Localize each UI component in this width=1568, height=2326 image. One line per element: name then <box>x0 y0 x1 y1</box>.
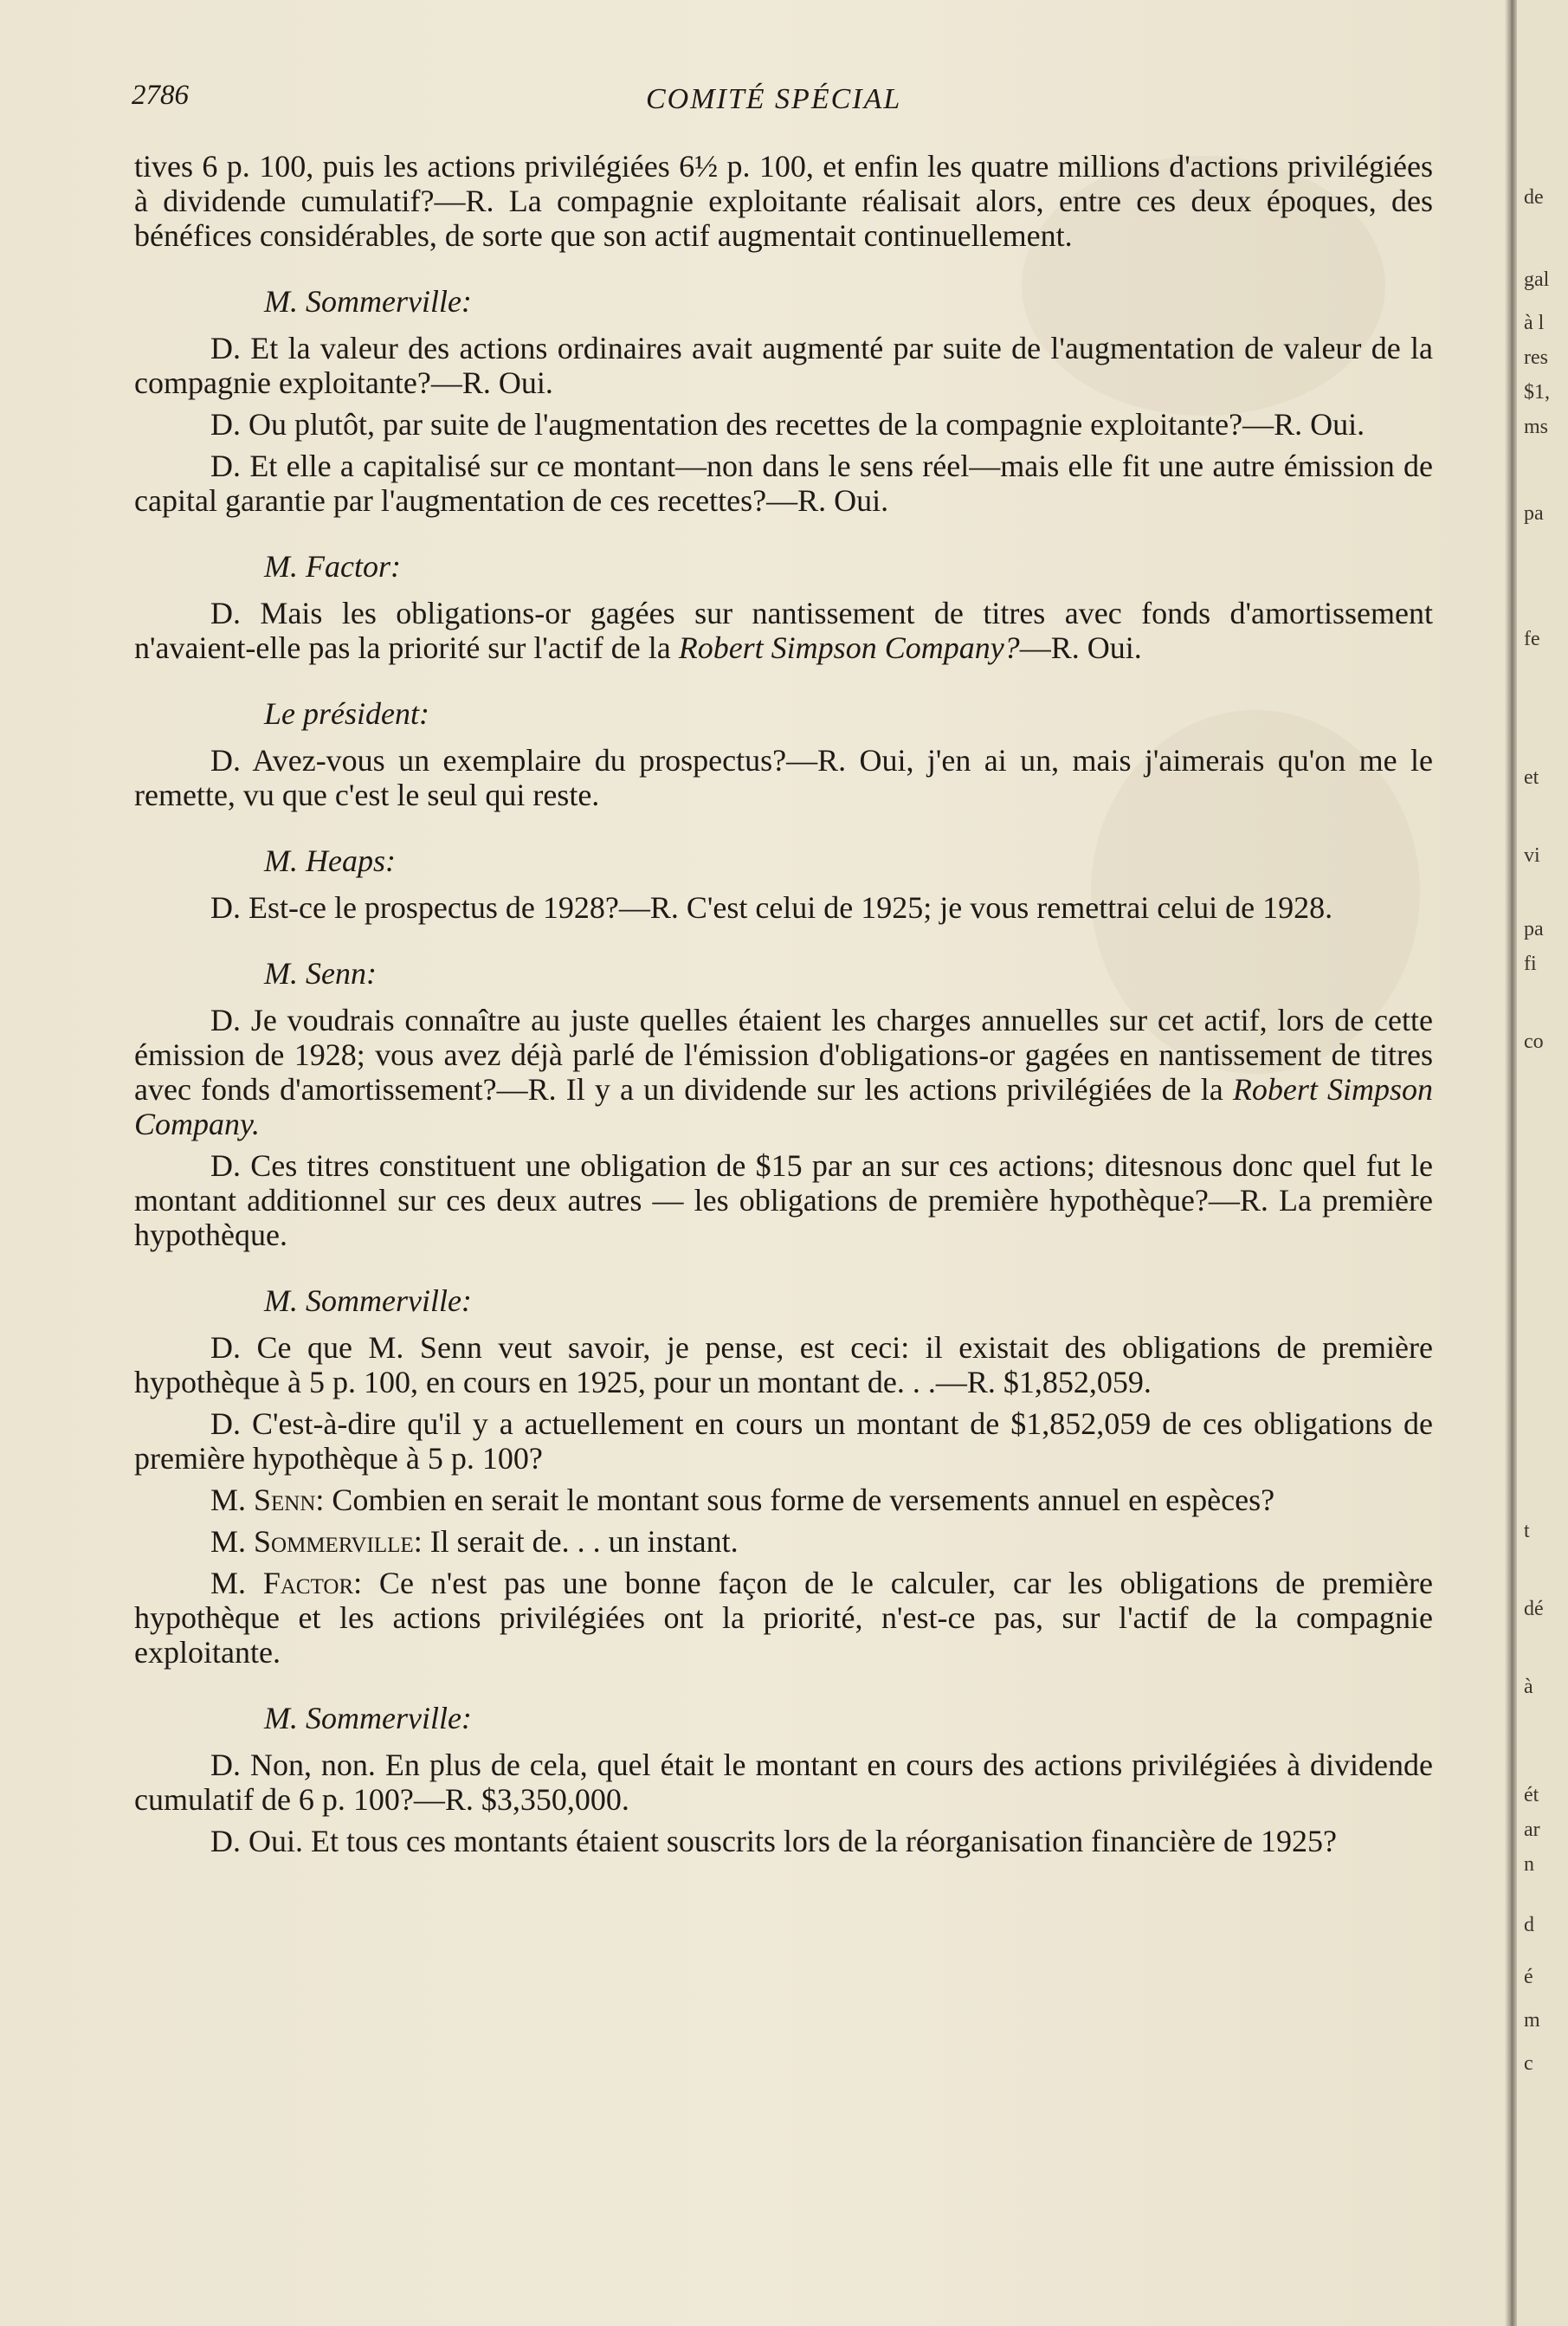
paragraph <box>134 1483 1433 1517</box>
paragraph: tives 6 p. 100, puis les actions privilégiées 6½ p. 100, et enfin les quatre millions d'actions privilégiées à dividende cumulatif?—R. La compagnie exploitante réalisait alors, entre ces deux époques, des bénéfices considérables, de sorte que son actif augmentait continuellement. <box>134 149 1433 253</box>
margin-fragment: m <box>1524 2009 1540 2032</box>
paragraph: D. Oui. Et tous ces montants étaient souscrits lors de la réorganisation financière de 1925? <box>210 1824 1337 1858</box>
paragraph <box>134 1003 1433 1141</box>
margin-fragment: dé <box>1524 1598 1544 1620</box>
margin-fragment: fe <box>1524 628 1540 650</box>
paragraph: D. Avez-vous un exemplaire du prospectus?—R. Oui, j'en ai un, mais j'aimerais qu'on me le remette, vu que c'est le seul qui reste. <box>134 743 1433 812</box>
margin-fragment: co <box>1524 1031 1544 1053</box>
margin-fragment: t <box>1524 1520 1530 1542</box>
page-number: 2786 <box>132 80 189 111</box>
margin-fragment: n <box>1524 1853 1534 1876</box>
margin-fragment: c <box>1524 2052 1533 2075</box>
speaker-heading: M. Sommerville: <box>264 1283 472 1318</box>
company-name: Robert Simpson Company. <box>134 1072 1433 1141</box>
margin-fragment: et <box>1524 766 1539 789</box>
paragraph: D. Ce que M. Senn veut savoir, je pense, est ceci: il existait des obligations de première hypothèque à 5 p. 100, en cours en 1925, pour un montant de. . .—R. $1,852,059. <box>134 1330 1433 1399</box>
margin-fragment: ar <box>1524 1819 1540 1841</box>
speaker-name: M. Factor <box>210 1566 354 1600</box>
paragraph: D. Et elle a capitalisé sur ce montant—non dans le sens réel—mais elle fit une autre émission de capital garantie par l'augmentation de ces recettes?—R. Oui. <box>134 449 1433 518</box>
running-header: COMITÉ SPÉCIAL <box>646 83 902 115</box>
paragraph-text: D. Mais les obligations-or gagées sur nantissement de titres avec fonds d'amortissement n'avaient-elle pas la priorité sur l'actif de la <box>134 596 1433 665</box>
paragraph: D. C'est-à-dire qu'il y a actuellement en cours un montant de $1,852,059 de ces obligations de première hypothèque à 5 p. 100? <box>134 1406 1433 1476</box>
paragraph: D. Ou plutôt, par suite de l'augmentation des recettes de la compagnie exploitante?—R. Oui. <box>210 407 1365 442</box>
paragraph <box>134 1566 1433 1670</box>
margin-fragment: $1, <box>1524 381 1550 404</box>
speaker-heading: Le président: <box>264 696 429 731</box>
speaker-heading: M. Factor: <box>264 549 401 584</box>
speaker-heading: M. Heaps: <box>264 843 396 878</box>
margin-fragment: fi <box>1524 953 1537 975</box>
speaker-heading: M. Sommerville: <box>264 1701 472 1735</box>
margin-fragment: é <box>1524 1966 1533 1988</box>
paragraph: D. Ces titres constituent une obligation de $15 par an sur ces actions; ditesnous donc quel fut le montant additionnel sur ces deux autres — les obligations de première hypothèque?—R. La première hypothèque. <box>134 1148 1433 1252</box>
margin-fragment: à <box>1524 1676 1533 1698</box>
paragraph: D. Non, non. En plus de cela, quel était le montant en cours des actions privilégiées à dividende cumulatif de 6 p. 100?—R. $3,350,000. <box>134 1748 1433 1817</box>
paragraph-text: : Il serait de. . . un instant. <box>413 1524 739 1559</box>
margin-fragment: ms <box>1524 416 1549 438</box>
speaker-name: M. Sommerville <box>210 1524 414 1559</box>
paragraph: D. Est-ce le prospectus de 1928?—R. C'est celui de 1925; je vous remettrai celui de 1928. <box>210 890 1333 925</box>
margin-fragment: de <box>1524 186 1544 209</box>
paragraph-text: —R. Oui. <box>1019 630 1142 665</box>
speaker-heading: M. Senn: <box>264 956 377 991</box>
paragraph-text: D. Je voudrais connaître au juste quelles étaient les charges annuelles sur cet actif, lors de cette émission de 1928; vous avez déjà parlé de l'émission d'obligations-or gagées en nantissement de titres avec fonds d'amortissement?—R. Il y a un dividende sur les actions privilégiées de la <box>134 1003 1433 1107</box>
speaker-heading: M. Sommerville: <box>264 284 472 319</box>
margin-fragment: d <box>1524 1914 1534 1936</box>
company-name: Robert Simpson Company? <box>678 630 1020 665</box>
body-text <box>134 149 1433 1858</box>
margin-fragment: pa <box>1524 918 1544 940</box>
margin-fragment: gal <box>1524 268 1550 291</box>
margin-fragment: pa <box>1524 502 1544 525</box>
margin-fragment: res <box>1524 346 1548 369</box>
paragraph <box>134 596 1433 665</box>
speaker-name: M. Senn <box>210 1483 316 1517</box>
margin-fragment: vi <box>1524 844 1540 867</box>
binding-shadow <box>1505 0 1517 2326</box>
paragraph <box>134 1524 1433 1559</box>
paragraph-text: : Ce n'est pas une bonne façon de le calculer, car les obligations de première hypothèque et les actions privilégiées ont la priorité, n'est-ce pas, sur l'actif de la compagnie exploitante. <box>134 1566 1434 1670</box>
adjacent-page-edge <box>1517 0 1568 2326</box>
paragraph-text: : Combien en serait le montant sous forme de versements annuel en espèces? <box>315 1483 1275 1517</box>
paragraph: D. Et la valeur des actions ordinaires avait augmenté par suite de l'augmentation de valeur de la compagnie exploitante?—R. Oui. <box>134 331 1433 400</box>
margin-fragment: à l <box>1524 312 1545 334</box>
margin-fragment: ét <box>1524 1784 1539 1806</box>
